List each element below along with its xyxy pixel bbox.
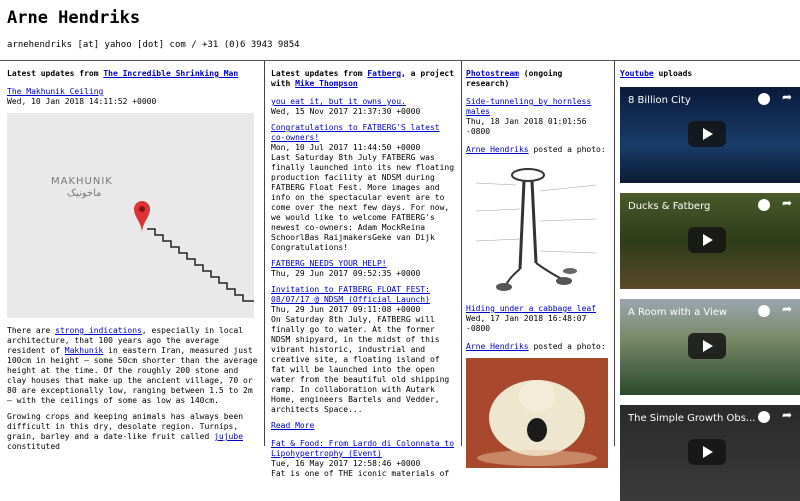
mike-thompson-link[interactable]: Mike Thompson — [295, 79, 358, 88]
photostream-link[interactable]: Photostream — [466, 69, 519, 78]
post-date: Mon, 10 Jul 2017 11:44:50 +0000 — [271, 143, 421, 152]
shrinking-man-link[interactable]: The Incredible Shrinking Man — [103, 69, 239, 78]
author-link[interactable]: Arne Hendriks — [466, 145, 529, 154]
column-divider — [264, 61, 265, 446]
column-photostream — [466, 61, 608, 446]
play-button-icon[interactable] — [688, 439, 726, 465]
share-icon[interactable]: ➦ — [781, 302, 792, 316]
share-icon[interactable]: ➦ — [781, 408, 792, 422]
column-divider — [614, 61, 615, 446]
makhunik-link[interactable]: Makhunik — [64, 346, 104, 355]
column-heading: Photostream (ongoing research) — [466, 69, 563, 88]
video-thumbnail[interactable] — [620, 193, 800, 289]
post-title-link[interactable]: The Makhunik Ceiling — [7, 87, 104, 96]
post-date: Thu, 29 Jun 2017 09:52:35 +0000 — [271, 269, 421, 278]
column-youtube — [620, 61, 800, 446]
post-date: Thu, 29 Jun 2017 09:11:08 +0000 — [271, 305, 421, 314]
post-paragraph: Growing crops and keeping animals has always been difficult in this dry, desolate region. Turnips, grain, barley and a date-like fruit called jujube constituted — [7, 412, 244, 451]
video-title: 8 Billion City — [628, 95, 691, 106]
post-paragraph: There are strong indications, especially in local architecture, that 100 years ago the average resident of Makhunik in eastern Iran, measured just 100cm in height – some 50cm shorter than the average height at the time. Of the roughly 200 stone and clay houses that make up the ancient village, 70 or 80 are exceptionally low, ranging between 1.5 to 2m – with the ceilings of some as low as 140cm. — [7, 326, 258, 405]
share-icon[interactable]: ➦ — [781, 90, 792, 104]
site-header — [7, 0, 793, 60]
post-date: Tue, 16 May 2017 12:58:46 +0000 — [271, 459, 421, 468]
sculpture-graphic — [466, 358, 608, 468]
beetle-drawing — [466, 161, 608, 296]
post-title-link[interactable]: Congratulations to FATBERG'S latest co-owners! — [271, 123, 440, 142]
play-button-icon[interactable] — [688, 333, 726, 359]
map-graphic — [7, 113, 254, 318]
post-title-link[interactable]: Invitation to FATBERG FLOAT FEST: 08/07/17 @ NDSM (Official Launch) — [271, 285, 430, 304]
map-label: MAKHUNIK — [51, 176, 113, 187]
watch-later-icon[interactable] — [758, 305, 770, 317]
post-paragraph: Last Saturday 8th July FATBERG was finally launched into its new floating production facility at NDSM during FATBERG Float Fest. More images and info on the spectacular event are to come over the next few days. For now, we would like to welcome FATBERG's newest co-owners: Adam MockReina SchoorlBas RaijmakersGeke van Dijk Congratulations! — [271, 153, 455, 252]
photo-caption: Arne Hendriks posted a photo: — [466, 342, 606, 351]
beetle-drawing-photo[interactable] — [466, 161, 608, 296]
column-shrinking-man — [7, 61, 260, 451]
map-image[interactable] — [7, 113, 254, 318]
post-paragraph: Fat is one of THE iconic materials of — [271, 469, 450, 478]
video-title: A Room with a View — [628, 307, 728, 318]
video-title: Ducks & Fatberg — [628, 201, 711, 212]
photo-caption: Arne Hendriks posted a photo: — [466, 145, 606, 154]
play-button-icon[interactable] — [688, 121, 726, 147]
post-title-link[interactable]: FATBERG NEEDS YOUR HELP! — [271, 259, 387, 268]
share-icon[interactable]: ➦ — [781, 196, 792, 210]
author-link[interactable]: Arne Hendriks — [466, 342, 529, 351]
video-title: The Simple Growth Obs... — [628, 413, 756, 424]
post-date: Thu, 18 Jan 2018 01:01:56 -0800 — [466, 117, 587, 136]
post-title-link[interactable]: Side-tunneling by hornless males — [466, 97, 592, 116]
watch-later-icon[interactable] — [758, 199, 770, 211]
map-label-persian: ماخونیک — [67, 188, 102, 199]
post-paragraph: On Saturday 8th July, FATBERG will finally go to water. At the former NDSM shipyard, in the midst of this vibrant historic, industrial and creative site, a floating island of fat will be launched into the open water from the beautiful old shipping ramp. In collaboration with Autark Home, engineers Bartels and Vedder, architects Space... — [271, 315, 450, 414]
youtube-link[interactable]: Youtube — [620, 69, 654, 78]
read-more-link[interactable]: Read More — [271, 421, 315, 430]
fatberg-link[interactable]: Fatberg — [367, 69, 402, 78]
video-thumbnail[interactable] — [620, 299, 800, 395]
video-thumbnail[interactable] — [620, 87, 800, 183]
post-date: Wed, 10 Jan 2018 14:11:52 +0000 — [7, 97, 157, 106]
video-thumbnail[interactable] — [620, 405, 800, 501]
strong-indications-link[interactable]: strong indications — [55, 326, 142, 335]
watch-later-icon[interactable] — [758, 411, 770, 423]
post-date: Wed, 17 Jan 2018 16:48:07 -0800 — [466, 314, 587, 333]
post-title-link[interactable]: Fat & Food: From Lardo di Colonnata to Lipohypertrophy (Event) — [271, 439, 455, 458]
post-date: Wed, 15 Nov 2017 21:37:30 +0000 — [271, 107, 421, 116]
play-button-icon[interactable] — [688, 227, 726, 253]
jujube-link[interactable]: jujube — [214, 432, 244, 441]
post-title-link[interactable]: you eat it, but it owns you. — [271, 97, 406, 106]
column-divider — [461, 61, 462, 446]
watch-later-icon[interactable] — [758, 93, 770, 105]
column-heading: Latest updates from The Incredible Shrinking Man — [7, 69, 239, 78]
site-contact: arnehendriks [at] yahoo [dot] com / +31 (0)6 3943 9854 — [7, 40, 300, 50]
column-heading: Latest updates from Fatberg, a project with Mike Thompson — [271, 69, 455, 88]
site-title: Arne Hendriks — [7, 8, 141, 28]
post-title-link[interactable]: Hiding under a cabbage leaf — [466, 304, 597, 313]
sculpture-photo[interactable] — [466, 358, 608, 468]
column-fatberg — [271, 61, 458, 478]
column-heading: Youtube uploads — [620, 69, 693, 78]
